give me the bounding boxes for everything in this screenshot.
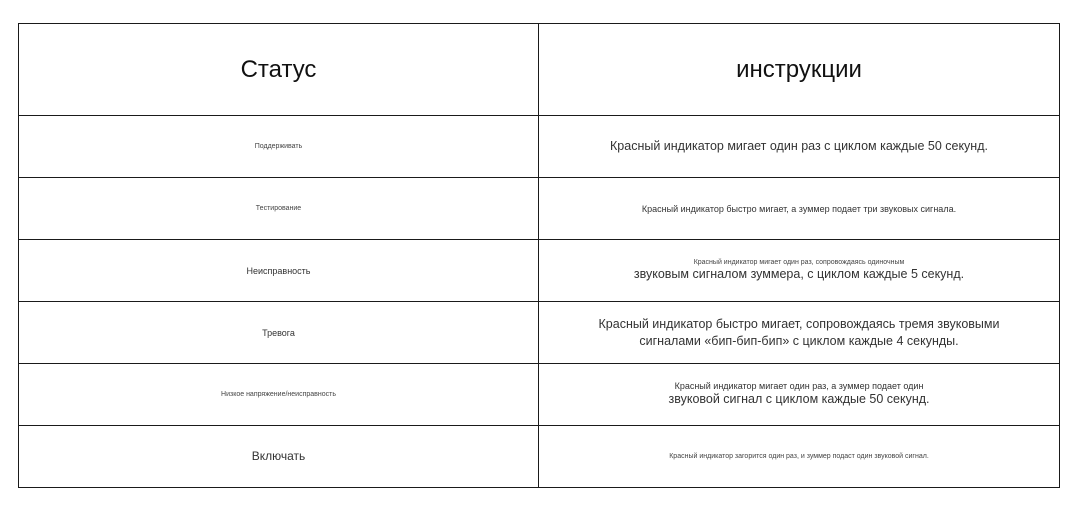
table-row [19,364,1060,426]
instruction-line: звуковой сигнал с циклом каждые 50 секунд. [668,392,930,406]
instruction-cell [539,364,1060,426]
instruction-cell [539,116,1060,178]
header-row [19,24,1060,116]
table-row [19,116,1060,178]
header-status: Статус [19,24,539,116]
instruction-cell [539,178,1060,240]
instruction-line: Красный индикатор быстро мигает, а зуммер подает три звуковых сигнала. [641,203,957,214]
instruction-line: Красный индикатор быстро мигает, сопровождаясь тремя звуковыми [598,316,1000,331]
status-cell: Неисправность [19,240,539,302]
instruction-cell [539,240,1060,302]
table-row [19,240,1060,302]
instruction-line: Красный индикатор мигает один раз, сопровождаясь одиночным [693,258,905,266]
table-row [19,426,1060,488]
table-row [19,302,1060,364]
instruction-line: сигналами «бип-бип-бип» с циклом каждые 4 секунды. [639,333,959,348]
header-instructions: инструкции [539,24,1060,116]
instruction-line: Красный индикатор мигает один раз, а зуммер подает один [674,381,924,391]
instruction-line: Красный индикатор мигает один раз с циклом каждые 50 секунд. [610,139,988,153]
instruction-cell [539,426,1060,488]
status-cell: Тревога [19,302,539,364]
table-row [19,178,1060,240]
instruction-line: звуковым сигналом зуммера, с циклом каждые 5 секунд. [633,266,965,281]
status-cell: Поддерживать [19,116,539,178]
status-cell: Тестирование [19,178,539,240]
status-cell: Включать [19,426,539,488]
status-cell: Низкое напряжение/неисправность [19,364,539,426]
instruction-cell [539,302,1060,364]
status-instructions-table [18,23,1060,488]
instruction-line: Красный индикатор загорится один раз, и зуммер подаст один звуковой сигнал. [669,453,929,460]
